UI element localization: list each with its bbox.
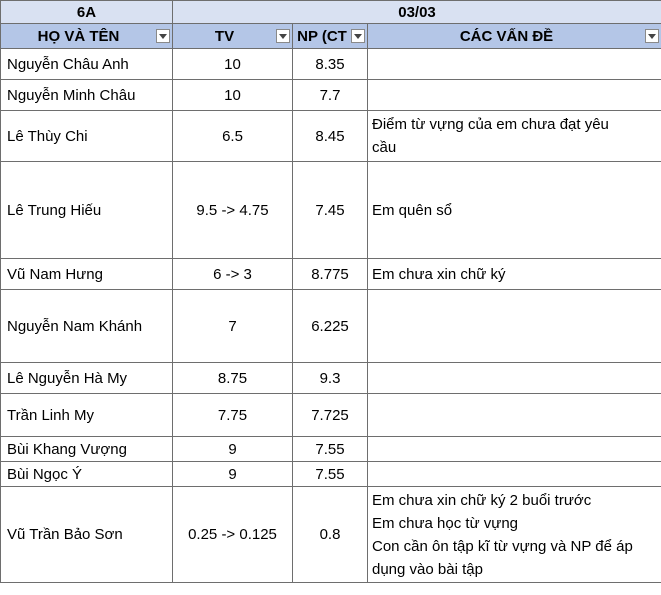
tv-score-cell[interactable]: 7 bbox=[173, 290, 293, 363]
title-row bbox=[1, 1, 661, 24]
issue-line: Điểm từ vựng của em chưa đạt yêu bbox=[372, 116, 609, 133]
header-cell-issues[interactable] bbox=[368, 24, 661, 49]
header-cell-tv[interactable] bbox=[173, 24, 293, 49]
student-name-cell[interactable]: Nguyễn Minh Châu bbox=[1, 80, 173, 111]
student-name-cell[interactable]: Trần Linh My bbox=[1, 394, 173, 437]
tv-score-cell[interactable]: 10 bbox=[173, 80, 293, 111]
np-score-cell[interactable]: 7.7 bbox=[293, 80, 368, 111]
issues-cell[interactable] bbox=[368, 162, 661, 259]
header-label-issues: CÁC VẤN ĐỀ bbox=[459, 27, 554, 45]
class-label-cell[interactable]: 6A bbox=[1, 1, 173, 24]
tv-score-cell[interactable]: 8.75 bbox=[173, 363, 293, 394]
filter-dropdown-icon[interactable] bbox=[351, 29, 365, 43]
issue-line: Em chưa xin chữ ký bbox=[372, 265, 506, 283]
student-name-cell[interactable]: Vũ Nam Hưng bbox=[1, 259, 173, 290]
header-label-name: HỌ VÀ TÊN bbox=[37, 27, 120, 45]
tv-score-cell[interactable]: 9 bbox=[173, 437, 293, 462]
np-score-cell[interactable]: 0.8 bbox=[293, 487, 368, 583]
np-score-cell[interactable]: 9.3 bbox=[293, 363, 368, 394]
tv-score-cell[interactable]: 0.25 -> 0.125 bbox=[173, 487, 293, 583]
issue-line: Em chưa học từ vựng bbox=[372, 514, 519, 532]
table-row bbox=[1, 290, 661, 363]
issues-cell[interactable] bbox=[368, 363, 661, 394]
np-score-cell[interactable]: 8.45 bbox=[293, 111, 368, 162]
student-name-cell[interactable]: Lê Thùy Chi bbox=[1, 111, 173, 162]
student-name-cell[interactable]: Lê Nguyễn Hà My bbox=[1, 363, 173, 394]
issues-cell[interactable] bbox=[368, 487, 661, 583]
filter-dropdown-icon[interactable] bbox=[276, 29, 290, 43]
issue-line: dụng vào bài tập bbox=[372, 560, 483, 578]
np-score-cell[interactable]: 8.775 bbox=[293, 259, 368, 290]
table-row bbox=[1, 487, 661, 583]
student-name-cell[interactable]: Vũ Trần Bảo Sơn bbox=[1, 487, 173, 583]
tv-score-cell[interactable]: 6 -> 3 bbox=[173, 259, 293, 290]
issues-cell[interactable] bbox=[368, 111, 661, 162]
header-cell-np[interactable] bbox=[293, 24, 368, 49]
header-cell-name[interactable] bbox=[1, 24, 173, 49]
np-score-cell[interactable]: 7.45 bbox=[293, 162, 368, 259]
filter-dropdown-icon[interactable] bbox=[156, 29, 170, 43]
table-row bbox=[1, 49, 661, 80]
column-header-row bbox=[1, 24, 661, 49]
issues-cell[interactable] bbox=[368, 80, 661, 111]
issues-cell[interactable] bbox=[368, 49, 661, 80]
student-name-cell[interactable]: Nguyễn Nam Khánh bbox=[1, 290, 173, 363]
table-row bbox=[1, 437, 661, 462]
issues-cell[interactable] bbox=[368, 290, 661, 363]
tv-score-cell[interactable]: 6.5 bbox=[173, 111, 293, 162]
issue-line: Con cần ôn tập kĩ từ vựng và NP để áp bbox=[372, 537, 633, 555]
table-row bbox=[1, 259, 661, 290]
issues-cell[interactable] bbox=[368, 462, 661, 487]
issues-cell[interactable] bbox=[368, 259, 661, 290]
tv-score-cell[interactable]: 9 bbox=[173, 462, 293, 487]
tv-score-cell[interactable]: 9.5 -> 4.75 bbox=[173, 162, 293, 259]
issues-cell[interactable] bbox=[368, 437, 661, 462]
np-score-cell[interactable]: 8.35 bbox=[293, 49, 368, 80]
np-score-cell[interactable]: 7.55 bbox=[293, 462, 368, 487]
issue-line: cầu bbox=[372, 139, 397, 156]
table-row bbox=[1, 111, 661, 162]
student-name-cell[interactable]: Nguyễn Châu Anh bbox=[1, 49, 173, 80]
student-name-cell[interactable]: Bùi Khang Vượng bbox=[1, 437, 173, 462]
issue-line: Em chưa xin chữ ký 2 buổi trước bbox=[372, 491, 592, 509]
date-label-cell[interactable]: 03/03 bbox=[173, 1, 661, 24]
tv-score-cell[interactable]: 7.75 bbox=[173, 394, 293, 437]
issues-cell[interactable] bbox=[368, 394, 661, 437]
header-label-np: NP (CT bbox=[297, 27, 347, 45]
issue-line: Em quên sổ bbox=[372, 201, 453, 219]
table-row bbox=[1, 162, 661, 259]
filter-dropdown-icon[interactable] bbox=[645, 29, 659, 43]
table-row bbox=[1, 462, 661, 487]
student-name-cell[interactable]: Lê Trung Hiếu bbox=[1, 162, 173, 259]
tv-score-cell[interactable]: 10 bbox=[173, 49, 293, 80]
table-row bbox=[1, 394, 661, 437]
header-label-tv: TV bbox=[214, 27, 235, 45]
np-score-cell[interactable]: 7.725 bbox=[293, 394, 368, 437]
student-name-cell[interactable]: Bùi Ngọc Ý bbox=[1, 462, 173, 487]
np-score-cell[interactable]: 7.55 bbox=[293, 437, 368, 462]
np-score-cell[interactable]: 6.225 bbox=[293, 290, 368, 363]
table-row bbox=[1, 80, 661, 111]
table-row bbox=[1, 363, 661, 394]
